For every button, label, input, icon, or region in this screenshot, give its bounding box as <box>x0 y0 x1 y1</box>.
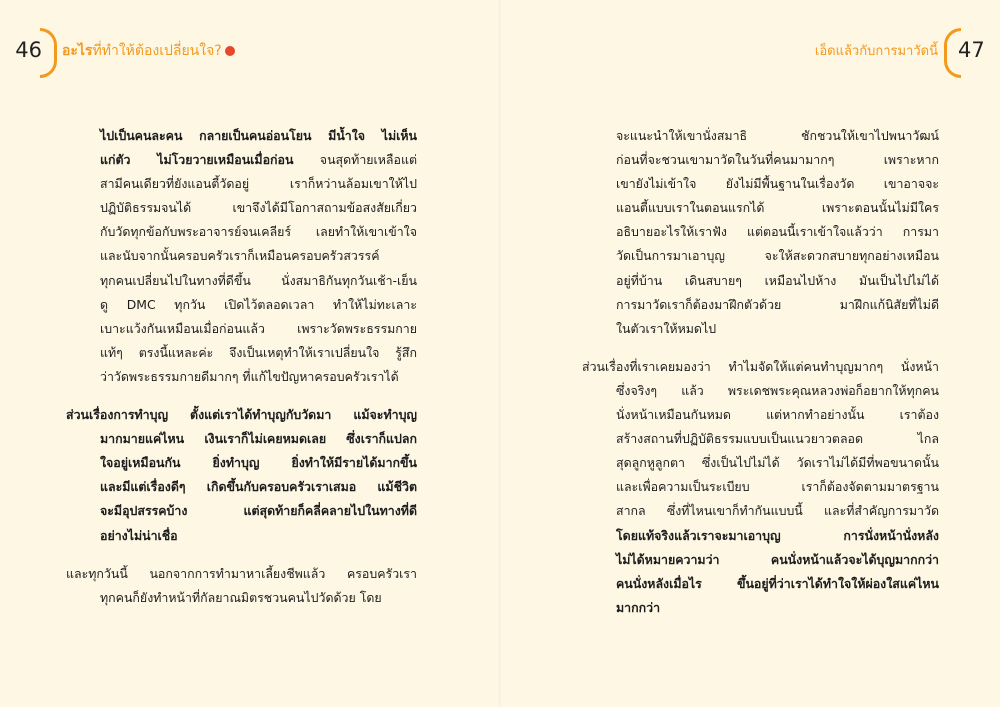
text-line <box>616 427 939 451</box>
right-page-number: 47 <box>958 38 985 62</box>
text-line: และทุกวันนี้ นอกจากการทำมาหาเลี้ยงชีพแล้ว ครอบครัวเรา <box>66 565 417 581</box>
left-paragraph-3 <box>66 562 417 610</box>
text-line <box>616 499 939 523</box>
text-line: แอนตี้แบบเราในตอนแรกได้ เพราะตอนนั้นไม่มีใคร <box>616 200 939 216</box>
regular-text: สามีคนเดียวที่ยังแอนตี้วัดอยู่ เราก็หว่านล้อมเขาให้ไป <box>100 176 417 192</box>
bold-text: ไม่ได้หมายความว่า คนนั่งหน้าแล้วจะได้บุญมากกว่า <box>616 551 939 567</box>
text-line <box>100 244 417 268</box>
text-line <box>616 403 939 427</box>
text-line <box>616 596 939 620</box>
text-line <box>616 451 939 475</box>
text-line: อยู่ที่บ้าน เดินสบายๆ เหมือนไปห้าง มันเป็นไปไม่ได้ <box>616 272 939 288</box>
regular-text: จนสุดท้ายเหลือแต่ <box>293 152 418 168</box>
text-line <box>100 196 417 220</box>
text-line <box>100 341 417 365</box>
text-line <box>616 548 939 572</box>
right-paragraph-1 <box>582 124 939 341</box>
regular-text: ปฏิบัติธรรมจนได้ เขาจึงได้มีโอกาสถามข้อสงสัยเกี่ยว <box>100 200 417 216</box>
regular-text: เบาะแว้งกันเหมือนเมื่อก่อนแล้ว เพราะวัดพระธรรมกาย <box>100 320 417 336</box>
regular-text: สากล ซึ่งที่ไหนเขาก็ทำกันแบบนี้ และที่สำคัญการมาวัด <box>616 503 939 519</box>
bold-text: ไปเป็นคนละคน กลายเป็นคนอ่อนโยน มีน้ำใจ ไม่เห็น <box>100 128 417 143</box>
left-paragraph-2 <box>66 403 417 548</box>
regular-text: สุดลูกหูลูกตา ซึ่งเป็นไปไม่ได้ วัดเราไม่ได้มีที่พอขนาดนั้น <box>616 455 939 471</box>
smiley-icon <box>225 46 235 56</box>
regular-text: กับวัดทุกข้อกับพระอาจารย์จนเคลียร์ เลยทำให้เขาเข้าใจ <box>100 224 417 240</box>
regular-text: สร้างสถานที่ปฏิบัติธรรมแบบเป็นแนวยาวตลอด ไกล <box>616 431 939 447</box>
text-line <box>100 148 417 172</box>
left-running-title <box>62 40 235 62</box>
left-paragraph-1 <box>66 124 417 389</box>
text-line: อย่างไม่น่าเชื่อ <box>100 527 178 543</box>
text-line <box>100 220 417 244</box>
regular-text: นั่งหน้าเหมือนกันหมด แต่หากทำอย่างนั้น เราต้อง <box>616 407 939 423</box>
text-line: เขายังไม่เข้าใจ ยังไม่มีพื้นฐานในเรื่องวัด เขาอาจจะ <box>616 176 939 192</box>
page-gutter <box>499 0 501 707</box>
text-line <box>100 293 417 317</box>
text-line: ทุกคนก็ยังทำหน้าที่กัลยาณมิตรชวนคนไปวัดด้วย โดย <box>100 589 382 605</box>
regular-text: ว่าวัดพระธรรมกายดีมากๆ ที่แก้ไขปัญหาครอบครัวเราได้ <box>100 368 399 384</box>
text-line <box>616 475 939 499</box>
text-line <box>100 317 417 341</box>
regular-text: ส่วนเรื่องที่เราเคยมองว่า ทำไมจัดให้แต่คนทำบุญมากๆ นั่งหน้า <box>582 358 939 374</box>
right-page-body <box>582 124 939 620</box>
regular-text: และเพื่อความเป็นระเบียบ เราก็ต้องจัดตามมาตรฐาน <box>616 479 939 495</box>
text-line <box>616 524 939 548</box>
text-line: จะแนะนำให้เขานั่งสมาธิ ชักชวนให้เขาไปพนาวัฒน์ <box>616 128 939 143</box>
text-line: ส่วนเรื่องการทำบุญ ตั้งแต่เราได้ทำบุญกับวัดมา แม้จะทำบุญ <box>66 407 417 423</box>
text-line: วัดเป็นการมาเอาบุญ จะให้สะดวกสบายทุกอย่างเหมือน <box>616 248 939 264</box>
regular-text: และนับจากนั้นครอบครัวเราก็เหมือนครอบครัวสวรรค์ <box>100 248 380 264</box>
text-line <box>100 269 417 293</box>
text-line <box>100 365 417 389</box>
running-title-rest: ที่ทำให้ต้องเปลี่ยนใจ? <box>92 43 222 59</box>
text-line: มากมายแค่ไหน เงินเราก็ไม่เคยหมดเลย ซึ่งเราก็แปลก <box>100 431 417 447</box>
bold-text: มากกว่า <box>616 599 661 615</box>
regular-text: ทุกคนเปลี่ยนไปในทางที่ดีขึ้น นั่งสมาธิกันทุกวันเช้า-เย็น <box>100 272 417 288</box>
text-line: จะมีอุปสรรคบ้าง แต่สุดท้ายก็คลี่คลายไปในทางที่ดี <box>100 503 417 519</box>
left-page-number-arc <box>40 28 57 78</box>
text-line <box>582 355 939 379</box>
bold-text: คนนั่งหลังเมื่อไร ขึ้นอยู่ที่ว่าเราได้ทำใจให้ผ่องใสแค่ไหน <box>616 575 939 591</box>
left-page-number: 46 <box>15 38 42 62</box>
text-line <box>100 124 417 148</box>
text-line <box>616 379 939 403</box>
text-line: ในตัวเราให้หมดไป <box>616 320 717 336</box>
right-paragraph-2 <box>582 355 939 620</box>
bold-text: โดยแท้จริงแล้วเราจะมาเอาบุญ การนั่งหน้านั่งหลัง <box>616 527 939 543</box>
regular-text: แท้ๆ ตรงนี้แหละค่ะ จึงเป็นเหตุทำให้เราเปลี่ยนใจ รู้สึก <box>100 344 417 360</box>
bold-text: แก่ตัว ไม่โวยวายเหมือนเมื่อก่อน <box>100 152 294 168</box>
text-line: ก่อนที่จะชวนเขามาวัดในวันที่คนมามากๆ เพราะหาก <box>616 152 939 168</box>
text-line: และมีแต่เรื่องดีๆ เกิดขึ้นกับครอบครัวเราเสมอ แม้ชีวิต <box>100 479 417 495</box>
text-line: การมาวัดเราก็ต้องมาฝึกตัวด้วย มาฝึกแก้นิสัยที่ไม่ดี <box>616 296 939 312</box>
right-running-title: เอ็ดแล้วกับการมาวัดนี้ <box>814 44 938 59</box>
text-line: อธิบายอะไรให้เราฟัง แต่ตอนนี้เราเข้าใจแล้วว่า การมา <box>616 224 939 240</box>
regular-text: ซึ่งจริงๆ แล้ว พระเดชพระคุณหลวงพ่อก็อยากให้ทุกคน <box>616 382 939 398</box>
text-line: ใจอยู่เหมือนกัน ยิ่งทำบุญ ยิ่งทำให้มีรายได้มากขึ้น <box>100 455 417 471</box>
regular-text: ดู DMC ทุกวัน เปิดไว้ตลอดเวลา ทำให้ไม่ทะเลาะ <box>100 296 417 312</box>
running-title-main: อะไร <box>62 43 93 59</box>
text-line <box>616 572 939 596</box>
left-page-body <box>66 124 417 610</box>
text-line <box>100 172 417 196</box>
